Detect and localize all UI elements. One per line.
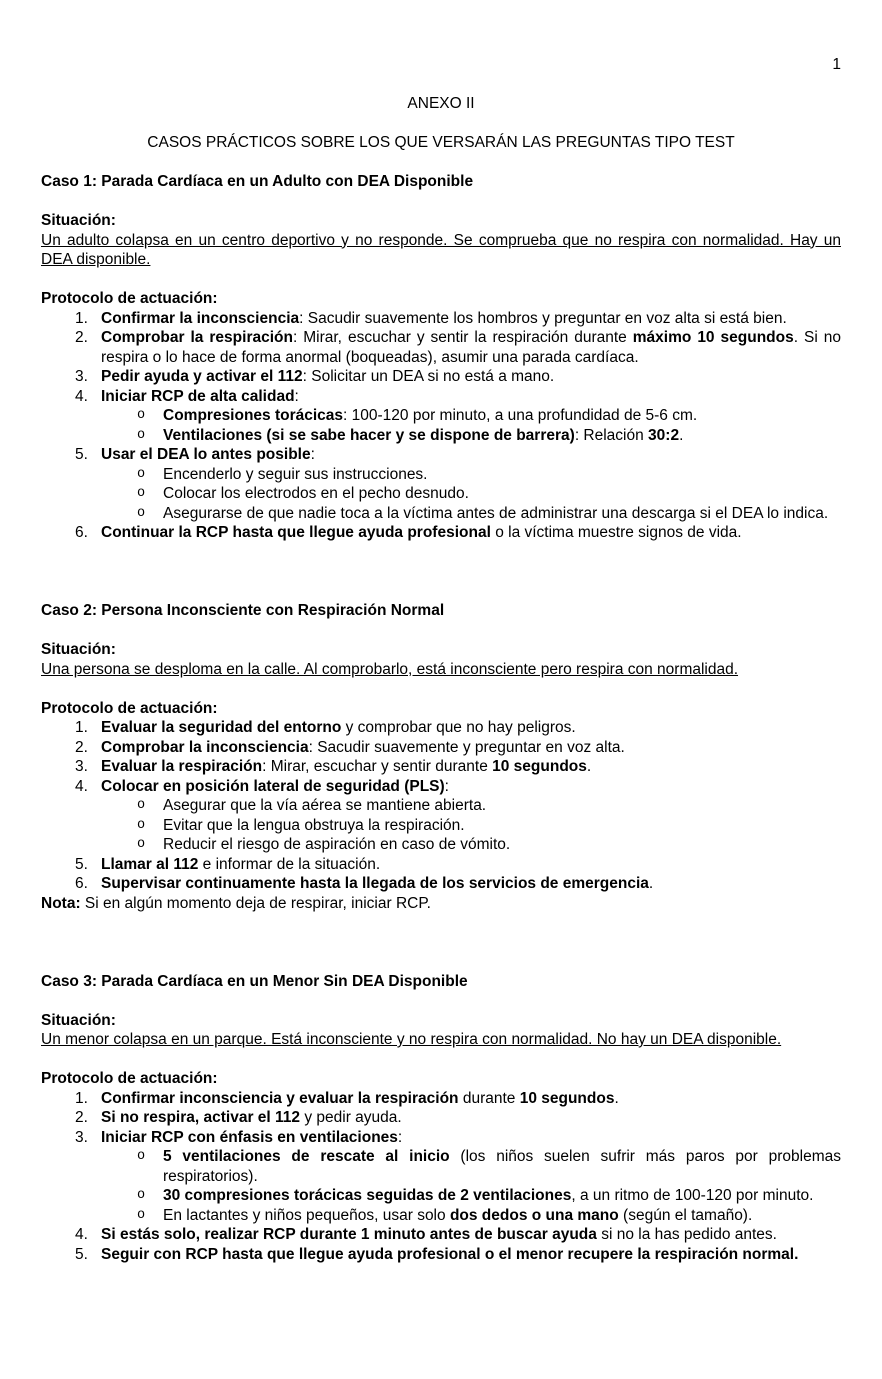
bullet-marker: o: [137, 798, 146, 813]
text-run: .: [586, 758, 592, 775]
text-run: :: [444, 777, 449, 795]
step-number: 5.: [75, 446, 88, 463]
sub-bullet-item: [41, 1186, 841, 1206]
bold-text-run: 5 ventilaciones de rescate al inicio: [163, 1148, 450, 1165]
sub-bullet-item: [41, 426, 841, 446]
bullet-marker: o: [137, 817, 146, 833]
step-item: [41, 1245, 841, 1265]
bold-text-run: dos dedos o una mano: [449, 1206, 619, 1224]
step-text: [101, 1246, 798, 1263]
step-number: 3.: [75, 1128, 88, 1146]
protocol-label: Protocolo de actuación:: [41, 1070, 218, 1087]
bullet-marker: o: [137, 1149, 146, 1164]
case-title: Caso 3: Parada Cardíaca en un Menor Sin DEA Disponible: [41, 972, 468, 990]
bold-text-run: Confirmar inconsciencia y evaluar la respiración: [101, 1089, 459, 1107]
situation-text: Un menor colapsa en un parque. Está inconsciente y no respira con normalidad. No hay un DEA disponible.: [41, 1031, 782, 1048]
document-subtitle: CASOS PRÁCTICOS SOBRE LOS QUE VERSARÁN LAS PREGUNTAS TIPO TEST: [147, 134, 735, 151]
bullet-marker: o: [137, 427, 146, 443]
step-text: [101, 446, 315, 463]
bold-text-run: Nota:: [41, 894, 81, 912]
bold-text-run: Supervisar continuamente hasta la llegada de los servicios de emergencia: [101, 875, 649, 892]
text-run: En lactantes y niños pequeños, usar solo: [163, 1206, 450, 1224]
bold-text-run: Iniciar RCP de alta calidad: [101, 387, 295, 405]
bullet-marker: o: [137, 408, 146, 423]
bold-text-run: Si no respira, activar el 112: [101, 1109, 301, 1126]
sub-bullet-item: [41, 484, 841, 504]
bold-text-run: Si estás solo, realizar RCP durante 1 minuto antes de buscar ayuda: [101, 1226, 597, 1243]
bold-text-run: Usar el DEA lo antes posible: [101, 446, 311, 463]
text-run: y comprobar que no hay peligros.: [341, 719, 576, 736]
step-text: [101, 524, 742, 541]
sub-bullet-text: [163, 836, 510, 853]
bold-text-run: Confirmar la inconsciencia: [101, 309, 300, 327]
bullet-marker: o: [137, 505, 146, 521]
bold-text-run: Comprobar la respiración: [101, 329, 293, 346]
bullet-marker: o: [137, 837, 146, 852]
page-number: 1: [832, 56, 841, 73]
step-item: [41, 855, 841, 875]
step-number: 6.: [75, 524, 88, 541]
step-item: [41, 738, 841, 758]
sub-bullet-text: [163, 1187, 813, 1204]
sub-bullet-text: [163, 1207, 752, 1224]
sub-bullet-item: [41, 1147, 841, 1186]
protocol-steps: [41, 1089, 841, 1265]
step-number: 1.: [75, 309, 88, 327]
bold-text-run: Pedir ayuda y activar el 112: [101, 368, 303, 385]
text-run: Asegurar que la vía aérea se mantiene abierta.: [163, 797, 487, 814]
step-item: [41, 777, 841, 797]
case-section: [41, 972, 841, 1265]
step-number: 4.: [75, 1226, 88, 1243]
case-section: [41, 601, 841, 913]
step-item: [41, 309, 841, 329]
bold-text-run: 10 segundos: [492, 758, 587, 775]
sub-bullet-item: [41, 1206, 841, 1226]
sub-bullet-text: [163, 485, 469, 502]
step-text: [101, 1109, 402, 1126]
text-run: : Sacudir suavemente los hombros y preguntar en voz alta si está bien.: [299, 309, 787, 327]
text-run: e informar de la situación.: [198, 855, 381, 873]
protocol-steps: [41, 309, 841, 543]
step-text: [101, 739, 625, 756]
text-run: .: [614, 1089, 619, 1107]
bold-text-run: Compresiones torácicas: [163, 407, 344, 424]
step-item: [41, 718, 841, 738]
protocol-label: Protocolo de actuación:: [41, 290, 218, 307]
text-run: , a un ritmo de 100-120 por minuto.: [571, 1187, 814, 1204]
step-text: [101, 778, 449, 795]
text-run: : Solicitar un DEA si no está a mano.: [302, 368, 555, 385]
step-item: [41, 757, 841, 777]
bold-text-run: Llamar al 112: [101, 855, 199, 873]
step-item: [41, 445, 841, 465]
sub-bullet-text: [163, 505, 828, 522]
text-run: : Relación: [574, 426, 649, 444]
step-item: [41, 1089, 841, 1109]
text-run: (según el tamaño).: [618, 1206, 753, 1224]
sub-bullet-text: [163, 427, 683, 444]
bullet-marker: o: [137, 1207, 146, 1223]
bold-text-run: Evaluar la respiración: [101, 758, 263, 775]
step-text: [101, 719, 576, 736]
step-item: [41, 367, 841, 387]
text-run: Encenderlo y seguir sus instrucciones.: [163, 465, 428, 483]
text-run: : Mirar, escuchar y sentir durante: [262, 758, 493, 775]
protocol-label: Protocolo de actuación:: [41, 699, 218, 717]
step-number: 6.: [75, 875, 88, 892]
document-title: ANEXO II: [407, 95, 475, 112]
step-item: [41, 1128, 841, 1148]
step-item: [41, 523, 841, 543]
note-line: [41, 894, 841, 914]
text-run: durante: [458, 1089, 520, 1107]
text-run: o la víctima muestre signos de vida.: [490, 524, 742, 541]
situation-label: Situación:: [41, 212, 116, 229]
text-run: .: [648, 875, 654, 892]
step-item: [41, 1225, 841, 1245]
step-text: [101, 310, 787, 327]
sub-bullet-item: [41, 465, 841, 485]
situation-text: Una persona se desploma en la calle. Al comprobarlo, está inconsciente pero respira con normalidad.: [41, 660, 739, 678]
situation-label: Situación:: [41, 641, 116, 658]
bold-text-run: Iniciar RCP con énfasis en ventilaciones: [101, 1128, 398, 1146]
cases-container: [41, 172, 841, 1264]
step-text: [101, 1129, 402, 1146]
bold-text-run: Continuar la RCP hasta que llegue ayuda profesional: [101, 524, 491, 541]
text-run: : Mirar, escuchar y sentir la respiración durante: [292, 329, 633, 346]
step-text: [101, 1226, 777, 1243]
situation-text: Un adulto colapsa en un centro deportivo y no responde. Se comprueba que no respira con normalidad. Hay un DEA disponible.: [41, 231, 841, 268]
text-run: Si en algún momento deja de respirar, iniciar RCP.: [80, 894, 431, 912]
step-number: 5.: [75, 1245, 88, 1263]
step-number: 3.: [75, 368, 88, 385]
step-item: [41, 387, 841, 407]
bullet-marker: o: [137, 1188, 146, 1203]
case-title: Caso 2: Persona Inconsciente con Respiración Normal: [41, 602, 445, 619]
text-run: :: [310, 446, 315, 463]
step-text: [101, 329, 841, 366]
step-text: [101, 856, 380, 873]
text-run: si no la has pedido antes.: [596, 1226, 777, 1243]
protocol-steps: [41, 718, 841, 894]
step-number: 1.: [75, 1089, 88, 1107]
case-title: Caso 1: Parada Cardíaca en un Adulto con DEA Disponible: [41, 173, 474, 190]
text-run: Reducir el riesgo de aspiración en caso de vómito.: [163, 836, 511, 853]
bold-text-run: 30 compresiones torácicas seguidas de 2 ventilaciones: [163, 1187, 572, 1204]
situation-label: Situación:: [41, 1011, 116, 1029]
bold-text-run: Evaluar la seguridad del entorno: [101, 719, 342, 736]
bold-text-run: máximo 10 segundos: [632, 329, 794, 346]
sub-bullet-item: [41, 406, 841, 426]
sub-bullet-item: [41, 796, 841, 816]
step-number: 4.: [75, 777, 88, 795]
text-run: Colocar los electrodos en el pecho desnudo.: [163, 485, 469, 502]
bold-text-run: 30:2: [648, 426, 680, 444]
text-run: . Si no respira o lo hace de forma anormal (boqueadas), asumir una parada cardíaca.: [101, 329, 842, 366]
sub-bullet-item: [41, 835, 841, 855]
step-number: 1.: [75, 719, 88, 736]
text-run: :: [294, 387, 299, 405]
step-text: [101, 388, 299, 405]
text-run: Asegurarse de que nadie toca a la víctima antes de administrar una descarga si el DEA lo indica.: [163, 504, 829, 522]
text-run: y pedir ayuda.: [300, 1109, 402, 1126]
step-number: 2.: [75, 329, 88, 346]
step-text: [101, 1090, 619, 1107]
text-run: : 100-120 por minuto, a una profundidad de 5-6 cm.: [343, 407, 698, 424]
bold-text-run: Ventilaciones (si se sabe hacer y se dispone de barrera): [163, 426, 575, 444]
bullet-marker: o: [137, 466, 146, 482]
step-number: 2.: [75, 738, 88, 756]
step-item: [41, 1108, 841, 1128]
text-run: (los niños suelen sufrir más paros por problemas respiratorios).: [163, 1148, 841, 1185]
bold-text-run: 10 segundos: [519, 1089, 615, 1107]
bullet-marker: o: [137, 486, 146, 501]
sub-bullet-text: [163, 407, 697, 424]
sub-bullet-text: [163, 1148, 841, 1185]
step-number: 4.: [75, 387, 88, 405]
bold-text-run: Colocar en posición lateral de seguridad (PLS): [101, 777, 445, 795]
sub-bullet-text: [163, 797, 486, 814]
step-item: [41, 874, 841, 894]
sub-bullet-text: [163, 466, 428, 483]
sub-bullet-text: [163, 817, 465, 834]
sub-bullet-item: [41, 504, 841, 524]
bold-text-run: Seguir con RCP hasta que llegue ayuda profesional o el menor recupere la respiración normal.: [101, 1245, 799, 1263]
sub-bullet-item: [41, 816, 841, 836]
step-item: [41, 328, 841, 367]
text-run: Evitar que la lengua obstruya la respiración.: [163, 816, 465, 834]
case-section: [41, 172, 841, 543]
step-text: [101, 875, 653, 892]
text-run: :: [397, 1128, 403, 1146]
step-number: 2.: [75, 1109, 88, 1126]
text-run: : Sacudir suavemente y preguntar en voz alta.: [308, 738, 625, 756]
text-run: .: [679, 426, 684, 444]
step-number: 5.: [75, 855, 88, 873]
step-number: 3.: [75, 758, 88, 775]
step-text: [101, 758, 591, 775]
bold-text-run: Comprobar la inconsciencia: [101, 738, 309, 756]
step-text: [101, 368, 554, 385]
